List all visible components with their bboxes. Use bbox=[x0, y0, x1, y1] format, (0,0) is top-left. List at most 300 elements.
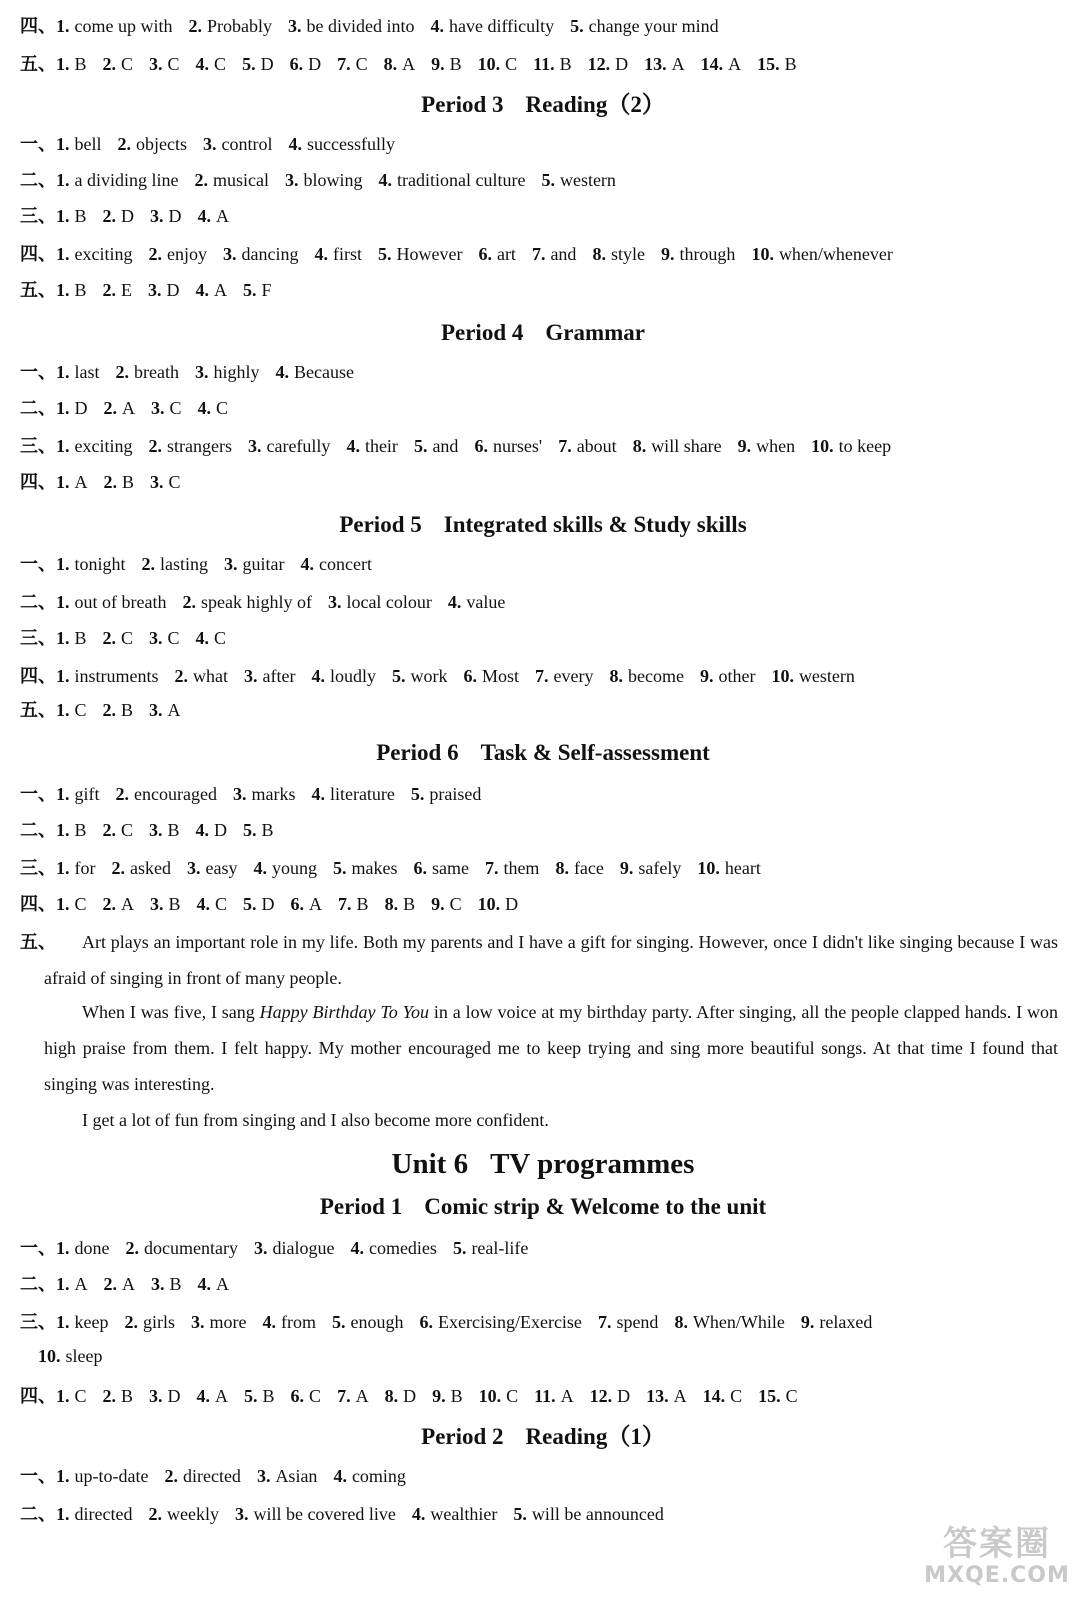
item-answer: dancing bbox=[241, 244, 299, 264]
item-answer: A bbox=[214, 280, 228, 300]
answer-item bbox=[385, 1386, 417, 1406]
item-number: 2. bbox=[125, 1238, 139, 1258]
item-number: 4. bbox=[195, 54, 210, 74]
answer-item bbox=[56, 398, 88, 418]
answer-item bbox=[290, 54, 322, 74]
item-number: 4. bbox=[411, 1504, 426, 1524]
item-number: 3. bbox=[284, 170, 299, 190]
answer-item bbox=[541, 170, 615, 190]
item-number: 1. bbox=[56, 206, 70, 226]
answer-item bbox=[196, 280, 228, 300]
item-answer: sleep bbox=[65, 1346, 103, 1366]
answer-item bbox=[453, 1238, 528, 1258]
item-number: 1. bbox=[56, 1274, 70, 1294]
item-number: 3. bbox=[203, 134, 217, 154]
item-answer: and bbox=[550, 244, 577, 264]
item-answer: B bbox=[121, 1386, 134, 1406]
answer-item bbox=[479, 1386, 519, 1406]
section-label: 一、 bbox=[20, 784, 56, 804]
answer-item bbox=[485, 858, 540, 878]
item-answer: C bbox=[506, 1386, 519, 1406]
answer-item bbox=[248, 436, 330, 456]
answer-item bbox=[332, 1312, 404, 1332]
item-number: 7. bbox=[558, 436, 572, 456]
item-answer: C bbox=[168, 472, 181, 492]
item-answer: C bbox=[214, 54, 227, 74]
item-answer: B bbox=[121, 700, 134, 720]
item-number: 7. bbox=[338, 894, 352, 914]
item-answer: D bbox=[121, 206, 135, 226]
answer-item bbox=[337, 54, 368, 74]
item-number: 3. bbox=[151, 1274, 165, 1294]
item-answer: D bbox=[617, 1386, 631, 1406]
item-answer: musical bbox=[212, 170, 269, 190]
item-answer: safely bbox=[638, 858, 682, 878]
answer-item bbox=[104, 1274, 136, 1294]
answer-item bbox=[150, 206, 182, 226]
item-number: 8. bbox=[383, 54, 398, 74]
item-number: 2. bbox=[182, 592, 196, 612]
item-number: 8. bbox=[555, 858, 569, 878]
answer-item bbox=[203, 134, 273, 154]
section-label: 一、 bbox=[20, 134, 56, 154]
answer-item bbox=[151, 398, 182, 418]
period-number: Period 1 bbox=[319, 1194, 403, 1219]
item-answer: C bbox=[167, 628, 180, 648]
item-answer: western bbox=[559, 170, 616, 190]
answer-item bbox=[570, 16, 718, 36]
answer-item bbox=[194, 170, 269, 190]
item-number: 2. bbox=[102, 820, 117, 840]
item-answer: D bbox=[167, 1386, 181, 1406]
item-answer: blowing bbox=[303, 170, 363, 190]
answer-item bbox=[195, 362, 260, 382]
item-answer: enjoy bbox=[166, 244, 207, 264]
answer-item bbox=[291, 1386, 322, 1406]
answer-item bbox=[419, 1312, 581, 1332]
essay-text: I get a lot of fun from singing and I also become more confident. bbox=[82, 1110, 549, 1130]
answer-item bbox=[56, 628, 87, 648]
item-answer: C bbox=[74, 700, 87, 720]
item-answer: B bbox=[356, 894, 369, 914]
answer-item bbox=[56, 1386, 87, 1406]
item-number: 6. bbox=[478, 244, 492, 264]
item-answer: keep bbox=[74, 1312, 109, 1332]
section-label: 二、 bbox=[20, 1274, 56, 1294]
item-number: 5. bbox=[391, 666, 406, 686]
item-number: 6. bbox=[463, 666, 477, 686]
item-number: 8. bbox=[384, 894, 399, 914]
answer-item bbox=[337, 1386, 369, 1406]
answer-row bbox=[20, 856, 1056, 880]
answer-row bbox=[38, 1344, 1056, 1368]
answer-item bbox=[243, 280, 272, 300]
item-number: 7. bbox=[484, 858, 499, 878]
item-answer: C bbox=[167, 54, 180, 74]
item-answer: D bbox=[168, 206, 182, 226]
answer-item bbox=[463, 666, 519, 686]
item-answer: A bbox=[728, 54, 742, 74]
answer-item bbox=[535, 666, 593, 686]
item-number: 1. bbox=[56, 1466, 70, 1486]
item-number: 3. bbox=[224, 554, 238, 574]
item-number: 13. bbox=[644, 54, 667, 74]
item-answer: up-to-date bbox=[74, 1466, 149, 1486]
item-number: 4. bbox=[197, 398, 212, 418]
item-answer: A bbox=[74, 472, 88, 492]
item-answer: A bbox=[673, 1386, 687, 1406]
answer-item bbox=[333, 858, 397, 878]
item-number: 8. bbox=[632, 436, 647, 456]
answer-item bbox=[104, 398, 136, 418]
answer-item bbox=[56, 1238, 110, 1258]
item-answer: makes bbox=[351, 858, 398, 878]
item-answer: coming bbox=[351, 1466, 406, 1486]
answer-item bbox=[534, 1386, 574, 1406]
item-answer: nurses' bbox=[492, 436, 543, 456]
section-label: 四、 bbox=[20, 666, 56, 686]
item-answer: When/While bbox=[692, 1312, 785, 1332]
answer-item bbox=[223, 244, 298, 264]
essay-paragraph bbox=[44, 1102, 1058, 1138]
item-answer: A bbox=[74, 1274, 88, 1294]
answer-item bbox=[412, 1504, 497, 1524]
item-answer: B bbox=[449, 54, 462, 74]
answer-row bbox=[20, 1272, 1056, 1296]
item-answer: C bbox=[505, 54, 518, 74]
essay-paragraph bbox=[44, 924, 1058, 996]
period-title: Task & Self-assessment bbox=[480, 740, 710, 765]
answer-item bbox=[757, 54, 797, 74]
item-answer: D bbox=[505, 894, 519, 914]
item-answer: A bbox=[560, 1386, 574, 1406]
answer-item bbox=[103, 820, 134, 840]
item-number: 5. bbox=[243, 280, 257, 300]
item-number: 3. bbox=[253, 1238, 268, 1258]
item-number: 1. bbox=[56, 362, 70, 382]
item-number: 3. bbox=[150, 472, 164, 492]
item-answer: B bbox=[559, 54, 572, 74]
item-answer: C bbox=[169, 398, 182, 418]
answer-item bbox=[56, 1504, 132, 1524]
answer-item bbox=[187, 858, 237, 878]
item-number: 13. bbox=[646, 1386, 669, 1406]
period-heading bbox=[0, 90, 1086, 120]
answer-item bbox=[703, 1386, 743, 1406]
answer-item bbox=[811, 436, 891, 456]
answer-item bbox=[56, 554, 126, 574]
item-answer: B bbox=[169, 1274, 182, 1294]
answer-item bbox=[103, 280, 133, 300]
item-answer: gift bbox=[74, 784, 100, 804]
item-answer: A bbox=[671, 54, 685, 74]
period-number: Period 5 bbox=[339, 512, 422, 537]
item-answer: B bbox=[403, 894, 416, 914]
item-answer: more bbox=[209, 1312, 247, 1332]
item-answer: D bbox=[214, 820, 228, 840]
item-answer: exciting bbox=[74, 436, 133, 456]
item-number: 1. bbox=[56, 1386, 70, 1406]
answer-item bbox=[478, 54, 518, 74]
item-answer: A bbox=[309, 894, 323, 914]
section-label: 一、 bbox=[20, 554, 56, 574]
item-number: 7. bbox=[337, 54, 351, 74]
item-answer: to keep bbox=[838, 436, 892, 456]
section-label: 一、 bbox=[20, 1238, 56, 1258]
answer-row bbox=[20, 590, 1056, 614]
answer-item bbox=[533, 54, 572, 74]
item-answer: about bbox=[576, 436, 617, 456]
answer-item bbox=[196, 820, 228, 840]
answer-row bbox=[20, 14, 1056, 38]
item-number: 11. bbox=[533, 54, 555, 74]
item-number: 1. bbox=[56, 280, 70, 300]
item-answer: asked bbox=[130, 858, 171, 878]
item-answer: young bbox=[271, 858, 317, 878]
item-number: 4. bbox=[430, 16, 444, 36]
section-label: 二、 bbox=[20, 170, 56, 190]
answer-item bbox=[644, 54, 685, 74]
item-answer: objects bbox=[136, 134, 187, 154]
item-answer: C bbox=[74, 1386, 87, 1406]
answer-item bbox=[411, 784, 481, 804]
answer-row bbox=[20, 470, 1056, 494]
item-answer: dialogue bbox=[272, 1238, 335, 1258]
item-answer: B bbox=[74, 280, 87, 300]
answer-item bbox=[103, 894, 135, 914]
item-number: 9. bbox=[737, 436, 752, 456]
item-number: 11. bbox=[534, 1386, 556, 1406]
item-number: 5. bbox=[541, 170, 555, 190]
item-number: 1. bbox=[56, 436, 70, 456]
answer-item bbox=[430, 16, 554, 36]
item-number: 7. bbox=[535, 666, 549, 686]
item-number: 12. bbox=[589, 1386, 613, 1406]
answer-item bbox=[738, 436, 796, 456]
item-number: 5. bbox=[243, 894, 257, 914]
answer-item bbox=[413, 858, 468, 878]
item-number: 2. bbox=[194, 170, 208, 190]
item-number: 4. bbox=[378, 170, 392, 190]
item-number: 4. bbox=[196, 1386, 211, 1406]
item-answer: C bbox=[74, 894, 87, 914]
item-answer: B bbox=[450, 1386, 463, 1406]
period-title: Comic strip & Welcome to the unit bbox=[424, 1194, 767, 1219]
section-label: 三、 bbox=[20, 628, 56, 648]
item-number: 1. bbox=[56, 170, 70, 190]
answer-item bbox=[56, 666, 159, 686]
answer-item bbox=[288, 16, 414, 36]
answer-item bbox=[56, 134, 102, 154]
item-number: 2. bbox=[117, 134, 131, 154]
item-answer: A bbox=[216, 1274, 230, 1294]
item-number: 9. bbox=[431, 894, 445, 914]
answer-item bbox=[289, 134, 395, 154]
item-answer: C bbox=[214, 628, 227, 648]
item-number: 4. bbox=[196, 894, 211, 914]
item-answer: D bbox=[260, 54, 274, 74]
period-heading bbox=[0, 318, 1086, 348]
item-number: 4. bbox=[333, 1466, 347, 1486]
item-answer: will be announced bbox=[531, 1504, 664, 1524]
section-label: 五、 bbox=[20, 280, 56, 300]
item-number: 8. bbox=[592, 244, 606, 264]
answer-item bbox=[56, 54, 87, 74]
answer-item bbox=[620, 858, 681, 878]
item-answer: marks bbox=[251, 784, 296, 804]
item-answer: B bbox=[74, 54, 87, 74]
answer-item bbox=[103, 206, 135, 226]
item-number: 9. bbox=[699, 666, 714, 686]
answer-item bbox=[243, 820, 274, 840]
item-number: 5. bbox=[410, 784, 425, 804]
item-number: 3. bbox=[247, 436, 262, 456]
item-answer: from bbox=[280, 1312, 316, 1332]
item-answer: wealthier bbox=[430, 1504, 498, 1524]
answer-item bbox=[243, 894, 275, 914]
answer-item bbox=[175, 666, 229, 686]
section-label: 三、 bbox=[20, 1312, 56, 1332]
answer-row bbox=[20, 626, 1056, 650]
item-number: 10. bbox=[38, 1346, 61, 1366]
answer-item bbox=[244, 666, 295, 686]
answer-item bbox=[558, 436, 617, 456]
item-number: 4. bbox=[311, 784, 325, 804]
item-answer: strangers bbox=[166, 436, 232, 456]
answer-item bbox=[103, 628, 134, 648]
answer-item bbox=[56, 1312, 108, 1332]
item-number: 4. bbox=[195, 820, 210, 840]
section-label: 四、 bbox=[20, 16, 56, 36]
item-number: 2. bbox=[103, 1274, 117, 1294]
item-answer: after bbox=[262, 666, 296, 686]
item-answer: what bbox=[193, 666, 228, 686]
item-number: 2. bbox=[102, 894, 117, 914]
item-answer: C bbox=[121, 628, 134, 648]
item-answer: Most bbox=[481, 666, 519, 686]
answer-item bbox=[751, 244, 892, 264]
answer-item bbox=[198, 398, 229, 418]
answer-item bbox=[328, 592, 432, 612]
item-number: 6. bbox=[290, 894, 305, 914]
answer-row bbox=[20, 552, 1056, 576]
section-label: 二、 bbox=[20, 1504, 56, 1524]
answer-item bbox=[474, 436, 542, 456]
answer-item bbox=[142, 554, 209, 574]
item-answer: carefully bbox=[266, 436, 331, 456]
answer-item bbox=[276, 362, 354, 382]
item-answer: lasting bbox=[160, 554, 209, 574]
item-number: 1. bbox=[56, 398, 70, 418]
item-answer: bell bbox=[74, 134, 102, 154]
answer-item bbox=[56, 700, 87, 720]
item-number: 2. bbox=[102, 280, 117, 300]
item-answer: work bbox=[410, 666, 448, 686]
answer-item bbox=[124, 1312, 175, 1332]
answer-item bbox=[149, 54, 180, 74]
unit-heading bbox=[0, 1146, 1086, 1182]
answer-item bbox=[164, 1466, 240, 1486]
item-number: 4. bbox=[288, 134, 302, 154]
item-number: 3. bbox=[149, 628, 163, 648]
answer-item bbox=[674, 1312, 784, 1332]
essay-text: in a low voice at my birthday party. After singing, all the people clapped hands. I won high praise from them. I felt happy. My mother encouraged me to keep trying and sing more beautiful songs. At that time I found that singing was interesting. bbox=[44, 1002, 1058, 1094]
item-number: 15. bbox=[757, 54, 780, 74]
item-answer: real-life bbox=[471, 1238, 529, 1258]
item-number: 5. bbox=[452, 1238, 467, 1258]
item-number: 3. bbox=[234, 1504, 249, 1524]
section-label: 五、 bbox=[20, 54, 56, 74]
answer-item bbox=[198, 1274, 230, 1294]
answer-row bbox=[20, 1384, 1056, 1408]
answer-row bbox=[20, 664, 1056, 688]
item-answer: documentary bbox=[144, 1238, 238, 1258]
answer-item bbox=[801, 1312, 872, 1332]
item-answer: become bbox=[627, 666, 684, 686]
item-number: 3. bbox=[186, 858, 201, 878]
item-number: 3. bbox=[232, 784, 247, 804]
answer-item bbox=[56, 820, 87, 840]
answer-row bbox=[20, 892, 1056, 916]
answer-item bbox=[103, 54, 134, 74]
item-answer: B bbox=[784, 54, 797, 74]
item-number: 5. bbox=[332, 858, 347, 878]
item-answer: art bbox=[496, 244, 516, 264]
item-number: 3. bbox=[149, 820, 163, 840]
item-number: 3. bbox=[149, 54, 163, 74]
item-answer: have difficulty bbox=[448, 16, 555, 36]
item-answer: D bbox=[261, 894, 275, 914]
item-number: 9. bbox=[660, 244, 675, 264]
item-number: 9. bbox=[431, 54, 445, 74]
item-number: 1. bbox=[56, 1504, 70, 1524]
item-answer: change your mind bbox=[588, 16, 719, 36]
item-answer: loudly bbox=[329, 666, 376, 686]
item-answer: guitar bbox=[242, 554, 285, 574]
item-answer: other bbox=[718, 666, 756, 686]
answer-item bbox=[148, 280, 180, 300]
item-number: 5. bbox=[513, 1504, 527, 1524]
item-answer: speak highly of bbox=[200, 592, 312, 612]
item-number: 1. bbox=[56, 244, 70, 264]
answer-item bbox=[513, 1504, 663, 1524]
answer-item bbox=[242, 54, 274, 74]
item-answer: when/whenever bbox=[778, 244, 893, 264]
item-number: 3. bbox=[151, 398, 165, 418]
period-number: Period 6 bbox=[376, 740, 459, 765]
section-label: 二、 bbox=[20, 820, 56, 840]
section-label: 四、 bbox=[20, 472, 56, 492]
answer-item bbox=[56, 170, 178, 190]
item-answer: D bbox=[166, 280, 180, 300]
item-number: 1. bbox=[56, 472, 70, 492]
answer-item bbox=[56, 472, 88, 492]
item-number: 10. bbox=[751, 244, 774, 264]
item-number: 2. bbox=[148, 244, 162, 264]
answer-item bbox=[56, 894, 87, 914]
answer-item bbox=[112, 858, 171, 878]
answer-item bbox=[56, 592, 166, 612]
item-answer: A bbox=[355, 1386, 369, 1406]
answer-item bbox=[188, 16, 272, 36]
item-number: 8. bbox=[384, 1386, 399, 1406]
answer-item bbox=[56, 206, 87, 226]
period-title: Reading（1） bbox=[525, 1424, 665, 1449]
answer-item bbox=[257, 1466, 318, 1486]
unit-title: TV programmes bbox=[490, 1148, 695, 1180]
item-number: 10. bbox=[771, 666, 794, 686]
item-number: 14. bbox=[702, 1386, 726, 1406]
